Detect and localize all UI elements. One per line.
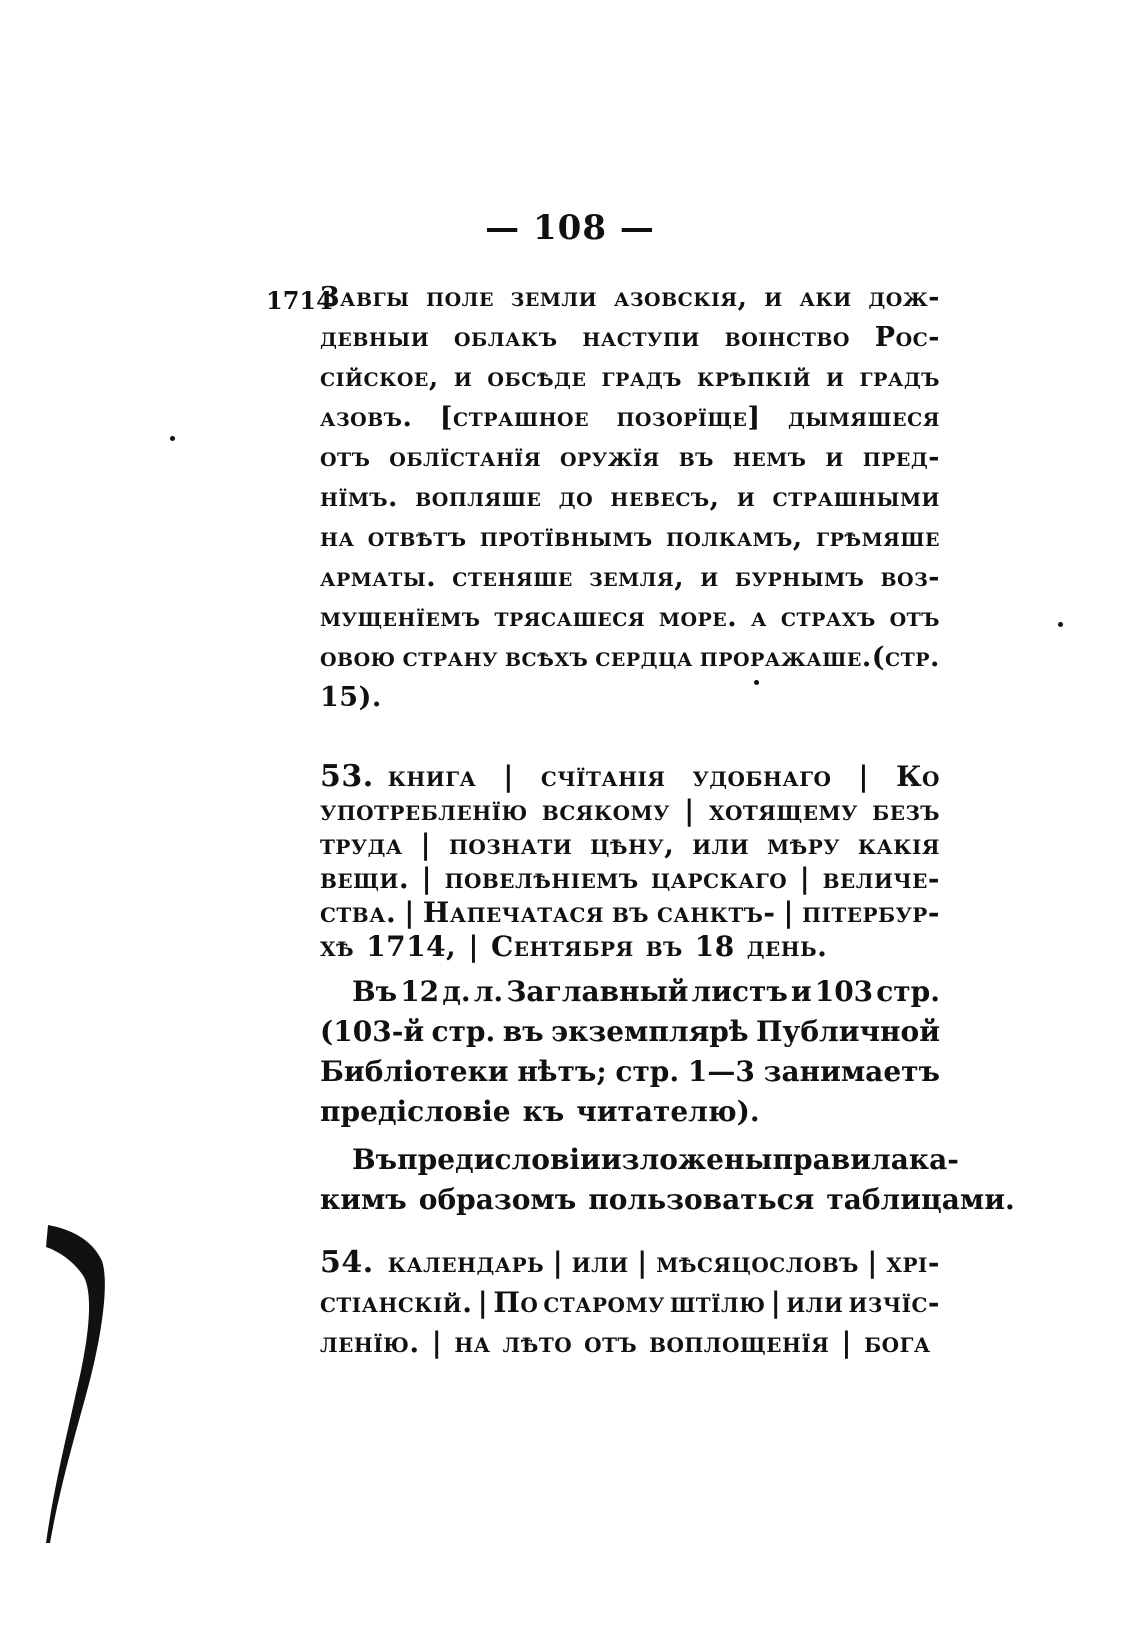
word: 12 bbox=[400, 975, 440, 1008]
word: | bbox=[841, 1326, 853, 1359]
word: | bbox=[421, 862, 433, 895]
word: Заглавный bbox=[506, 975, 689, 1008]
word: полкамъ, bbox=[665, 522, 803, 553]
word: немъ bbox=[732, 442, 807, 473]
text-line bbox=[320, 1092, 940, 1132]
word: на bbox=[320, 522, 355, 553]
text-line bbox=[320, 1243, 940, 1283]
word: царскаго bbox=[650, 862, 788, 895]
word: ства. bbox=[320, 896, 397, 929]
text-line bbox=[320, 398, 940, 438]
word: страхъ bbox=[780, 602, 876, 633]
word: изложены bbox=[600, 1143, 773, 1176]
text-line bbox=[320, 1323, 940, 1363]
entry-53-title bbox=[320, 760, 940, 964]
word: невесъ, bbox=[610, 482, 720, 513]
word: нѣтъ; bbox=[517, 1055, 607, 1088]
word: обсѣде bbox=[487, 362, 587, 393]
word: воінство bbox=[724, 322, 850, 353]
word: и bbox=[764, 282, 783, 313]
word: вопляше bbox=[415, 482, 542, 513]
word: отвѣтъ bbox=[367, 522, 467, 553]
text-line bbox=[320, 794, 940, 828]
word: мѣру bbox=[766, 828, 840, 861]
word: хрі- bbox=[886, 1246, 940, 1279]
word: цѣну, bbox=[590, 828, 675, 861]
word: поле bbox=[426, 282, 494, 313]
word: | bbox=[552, 1246, 564, 1279]
text-line bbox=[320, 558, 940, 598]
word: предисловіи bbox=[397, 1143, 601, 1176]
word: до bbox=[558, 482, 594, 513]
word: штїлю bbox=[669, 1286, 766, 1319]
text-line bbox=[320, 518, 940, 558]
ink-speck bbox=[1058, 622, 1063, 627]
word: ка- bbox=[908, 1143, 959, 1176]
word: арматы. bbox=[320, 562, 437, 593]
word: | bbox=[799, 862, 811, 895]
text-line bbox=[320, 1283, 940, 1323]
word: таблицами. bbox=[826, 1183, 1015, 1216]
word: стеняше bbox=[452, 562, 573, 593]
word: море. bbox=[658, 602, 738, 633]
word: 103 bbox=[814, 975, 874, 1008]
text-line bbox=[320, 972, 940, 1012]
word: вещи. bbox=[320, 862, 410, 895]
word: всѣхъ bbox=[504, 642, 589, 673]
entry-number: 53. bbox=[320, 759, 374, 794]
margin-year: 1714 bbox=[266, 286, 333, 315]
word: и bbox=[790, 975, 812, 1008]
entry-54-title bbox=[320, 1243, 940, 1363]
word: или bbox=[692, 828, 750, 861]
word: ленїю. bbox=[320, 1326, 420, 1359]
ink-speck bbox=[170, 436, 175, 441]
word: облїстанїя bbox=[389, 442, 542, 473]
word: д. bbox=[442, 975, 471, 1008]
word: | bbox=[477, 1286, 489, 1319]
word: Напечатася bbox=[422, 896, 605, 929]
text-line bbox=[320, 438, 940, 478]
word: дымяшеся bbox=[788, 402, 940, 433]
word: въ bbox=[678, 442, 714, 473]
word: (103-й bbox=[320, 1015, 425, 1048]
word: грѣмяше bbox=[815, 522, 940, 553]
word: страну bbox=[402, 642, 498, 673]
word: сійское, bbox=[320, 362, 439, 393]
word: крѣпкій bbox=[697, 362, 811, 393]
page-number: — 108 — bbox=[485, 208, 655, 248]
word: Завгы bbox=[320, 282, 410, 313]
word: употребленїю bbox=[320, 794, 528, 827]
word: и bbox=[825, 442, 844, 473]
entry-53-description bbox=[320, 972, 940, 1132]
word: какія bbox=[857, 828, 940, 861]
word: Сентября bbox=[491, 930, 634, 963]
word: протївнымъ bbox=[479, 522, 653, 553]
word: Публичной bbox=[755, 1015, 940, 1048]
word: повелѣніемъ bbox=[444, 862, 639, 895]
word: или bbox=[786, 1286, 844, 1319]
word: и bbox=[826, 362, 845, 393]
word: аки bbox=[799, 282, 852, 313]
word: | bbox=[867, 1246, 878, 1279]
word: счїтанія bbox=[540, 760, 666, 793]
ink-speck bbox=[754, 680, 759, 685]
word: величе- bbox=[822, 862, 940, 895]
word: проражаше.(стр. bbox=[699, 642, 940, 673]
word: | bbox=[503, 760, 514, 793]
word: градъ bbox=[859, 362, 940, 393]
word: къ bbox=[522, 1095, 565, 1128]
text-line bbox=[320, 1012, 940, 1052]
word: отъ bbox=[320, 442, 371, 473]
word: стіанскій. bbox=[320, 1286, 473, 1319]
word: стр. bbox=[876, 975, 940, 1008]
text-line bbox=[320, 1052, 940, 1092]
word: предісловіе bbox=[320, 1095, 511, 1128]
text-line bbox=[320, 1180, 1015, 1220]
word: познати bbox=[449, 828, 573, 861]
word: 15). bbox=[320, 682, 382, 713]
word: и bbox=[453, 362, 473, 393]
word: пред- bbox=[862, 442, 940, 473]
word: Библіотеки bbox=[320, 1055, 509, 1088]
word: образомъ bbox=[418, 1183, 577, 1216]
quote-block bbox=[320, 278, 940, 718]
word: отъ bbox=[584, 1326, 638, 1359]
text-line bbox=[320, 318, 940, 358]
word: сердца bbox=[595, 642, 693, 673]
word: | bbox=[858, 760, 870, 793]
word: 1—3 bbox=[687, 1055, 755, 1088]
word: нїмъ. bbox=[320, 482, 398, 513]
word: отъ bbox=[889, 602, 940, 633]
word: правила bbox=[772, 1143, 909, 1176]
word: трясашеся bbox=[494, 602, 646, 633]
word: | bbox=[431, 1326, 443, 1359]
text-line bbox=[320, 638, 940, 678]
text-line bbox=[320, 828, 940, 862]
word: | bbox=[637, 1246, 648, 1279]
word: удобнаго bbox=[692, 760, 832, 793]
word: въ bbox=[502, 1015, 544, 1048]
word: 18 bbox=[694, 930, 735, 963]
word: л. bbox=[473, 975, 504, 1008]
word: безъ bbox=[872, 794, 940, 827]
text-line bbox=[320, 862, 940, 896]
entry-53-note bbox=[320, 1140, 1015, 1220]
word: Ко bbox=[896, 760, 940, 793]
text-line bbox=[320, 278, 940, 318]
word: стр. bbox=[431, 1015, 496, 1048]
word: книга bbox=[387, 760, 477, 793]
text-line bbox=[320, 598, 940, 638]
word: | bbox=[783, 896, 795, 929]
word: девныи bbox=[320, 322, 430, 353]
word: пользоваться bbox=[588, 1183, 815, 1216]
word: хотящему bbox=[708, 794, 858, 827]
word: градъ bbox=[601, 362, 682, 393]
word: и bbox=[700, 562, 719, 593]
word: позорїще] bbox=[616, 402, 761, 433]
text-line bbox=[320, 760, 940, 794]
word: облакъ bbox=[453, 322, 558, 353]
word: а bbox=[751, 602, 767, 633]
word: 1714, bbox=[366, 930, 457, 963]
entry-number: 54. bbox=[320, 1245, 374, 1280]
word: въ bbox=[645, 930, 683, 963]
word: наступи bbox=[582, 322, 700, 353]
word: бога bbox=[864, 1326, 931, 1359]
binding-shadow-mark bbox=[40, 1225, 130, 1545]
word: старому bbox=[543, 1286, 665, 1319]
word: овою bbox=[320, 642, 396, 673]
word: и bbox=[736, 482, 756, 513]
word: воплощенїя bbox=[649, 1326, 830, 1359]
word: труда bbox=[320, 828, 403, 861]
word: страшными bbox=[772, 482, 940, 513]
text-line bbox=[320, 930, 940, 964]
text-line bbox=[320, 896, 940, 930]
word: | bbox=[684, 794, 695, 827]
word: экземплярѣ bbox=[551, 1015, 749, 1048]
word: день. bbox=[746, 930, 828, 963]
word: | bbox=[404, 896, 415, 929]
word: [страшное bbox=[439, 402, 590, 433]
text-line bbox=[320, 478, 940, 518]
word: стр. bbox=[615, 1055, 680, 1088]
word: мѣсяцословъ bbox=[656, 1246, 859, 1279]
word: въ bbox=[612, 896, 650, 929]
word: По bbox=[493, 1286, 539, 1319]
word: на bbox=[454, 1326, 491, 1359]
word: азовскія, bbox=[613, 282, 748, 313]
text-line bbox=[320, 358, 940, 398]
text-line bbox=[320, 1140, 959, 1180]
word: | bbox=[420, 828, 432, 861]
word: занимаетъ bbox=[763, 1055, 940, 1088]
word: Въ bbox=[352, 1143, 398, 1176]
word: земля, bbox=[588, 562, 685, 593]
word: бурнымъ bbox=[734, 562, 865, 593]
word: мущенїемъ bbox=[320, 602, 481, 633]
word: изчїс- bbox=[848, 1286, 940, 1319]
word: земли bbox=[510, 282, 598, 313]
word: календарь bbox=[387, 1246, 545, 1279]
word: Въ bbox=[352, 975, 398, 1008]
word: лѣто bbox=[502, 1326, 573, 1359]
word: | bbox=[770, 1286, 782, 1319]
text-line bbox=[320, 678, 940, 718]
word: листъ bbox=[691, 975, 788, 1008]
word: кимъ bbox=[320, 1183, 407, 1216]
word: дож- bbox=[868, 282, 940, 313]
word: или bbox=[571, 1246, 629, 1279]
word: хѣ bbox=[320, 930, 355, 963]
word: читателю). bbox=[576, 1095, 760, 1128]
word: всякому bbox=[541, 794, 670, 827]
word: | bbox=[468, 930, 479, 963]
word: Рос- bbox=[874, 322, 940, 353]
word: санктъ- bbox=[657, 896, 776, 929]
word: воз- bbox=[880, 562, 940, 593]
word: азовъ. bbox=[320, 402, 413, 433]
word: пітербур- bbox=[802, 896, 940, 929]
word: оружїя bbox=[559, 442, 660, 473]
